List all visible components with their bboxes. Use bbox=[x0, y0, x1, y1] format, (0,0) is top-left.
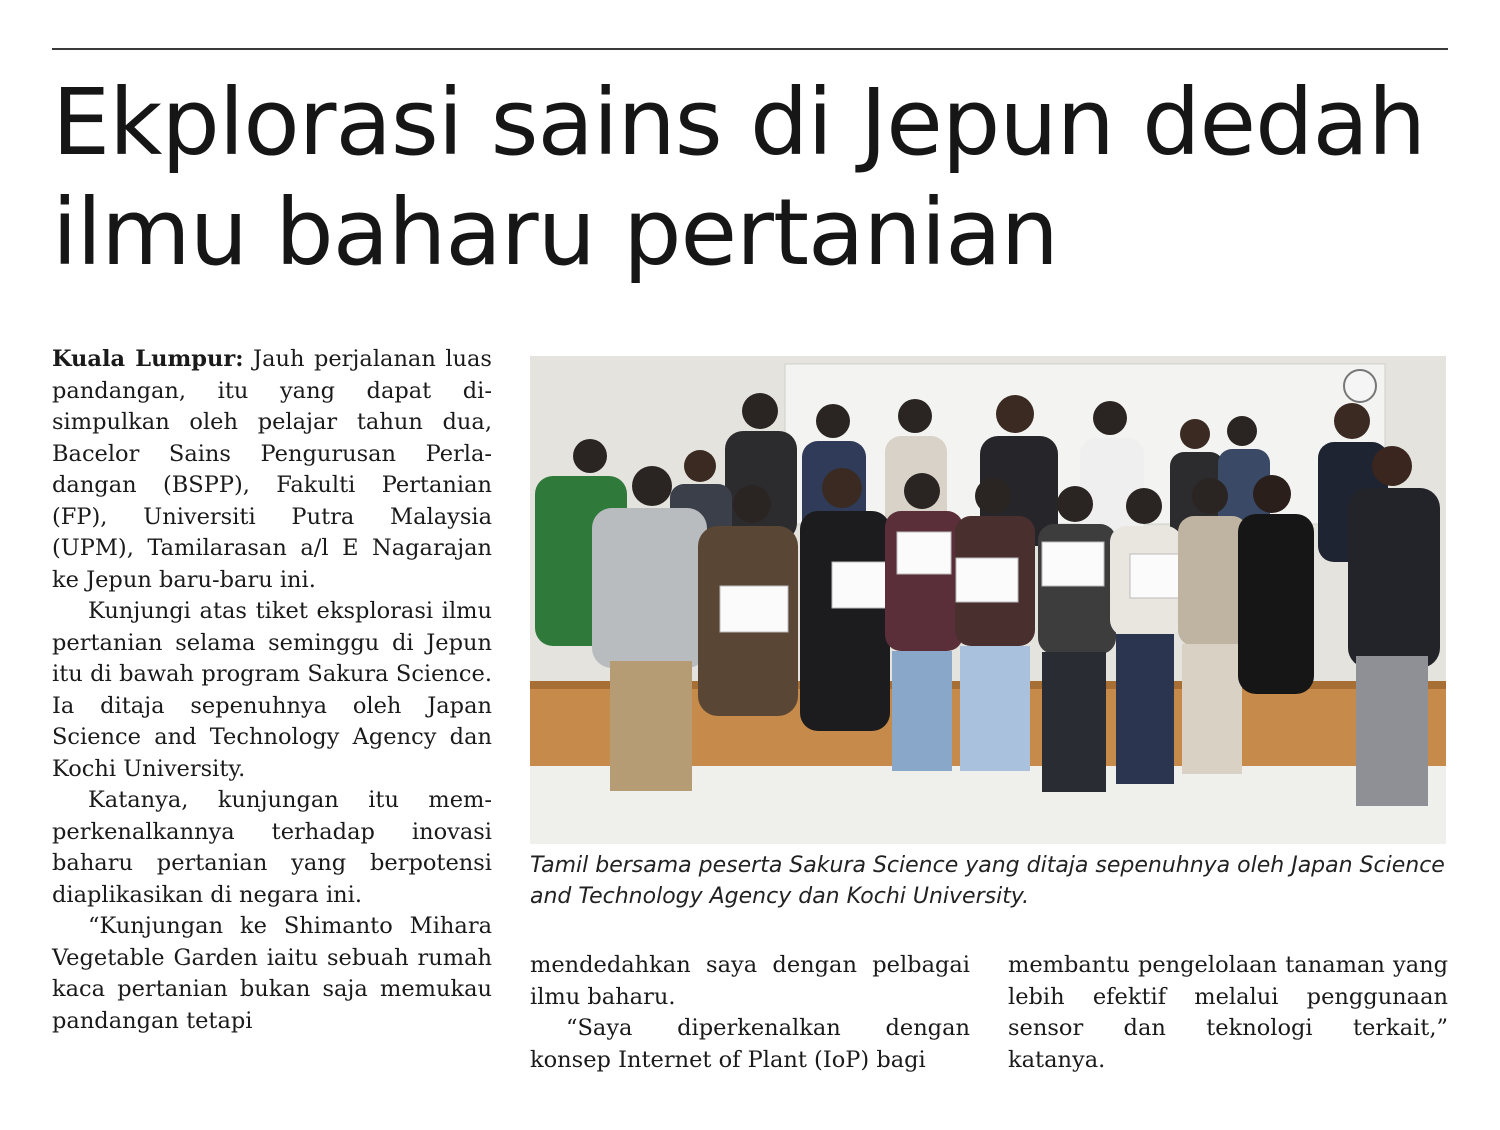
dateline: Kuala Lumpur: bbox=[52, 346, 244, 372]
group-photo-illustration bbox=[530, 356, 1446, 844]
paragraph-7: membantu pengelolaan tanaman yang lebih efektif melalui penggunaan sensor dan teknologi terkait,” katanya. bbox=[1008, 952, 1448, 1073]
top-rule bbox=[52, 48, 1448, 50]
paragraph-1-text: Jauh perjalanan luas pandangan, itu yang dapat disimpulkan oleh pelajar tahun dua, Bacelor Sains Pengurusan Perladangan (BSPP), Fakulti Pertanian (FP), Universiti Putra Malaysia (UPM), Tamilarasan a/l E Nagarajan ke Jepun baru-baru ini. bbox=[52, 346, 492, 593]
photo-caption: Tamil bersama peserta Sakura Science yang ditaja sepenuhnya oleh Japan Science and Technology Agency dan Kochi University. bbox=[530, 853, 1445, 909]
article-column-3 bbox=[1008, 950, 1448, 1076]
paragraph-3: Katanya, kunjungan itu memperkenalkannya terhadap inovasi baharu pertanian yang berpotensi diaplikasikan di negara ini. bbox=[52, 787, 492, 908]
paragraph-4: “Kunjungan ke Shimanto Mihara Vegetable Garden iaitu sebuah rumah kaca pertanian bukan saja memukau pandangan tetapi bbox=[52, 913, 492, 1034]
paragraph-2: Kunjungi atas tiket eksplorasi ilmu pertanian selama seminggu di Jepun itu di bawah program Sakura Science. Ia ditaja sepenuhnya oleh Japan Science and Technology Agency dan Kochi University. bbox=[52, 598, 492, 782]
headline: Ekplorasi sains di Jepun dedah ilmu baharu pertanian bbox=[52, 69, 1426, 286]
paragraph-5: mendedahkan saya dengan pelbagai ilmu baharu. bbox=[530, 952, 970, 1010]
paragraph-1 bbox=[52, 344, 492, 596]
group-photo bbox=[530, 356, 1446, 844]
article-column-1 bbox=[52, 344, 492, 1037]
paragraph-6: “Saya diperkenalkan dengan konsep Internet of Plant (IoP) bagi bbox=[530, 1015, 970, 1073]
clock-icon bbox=[1344, 370, 1376, 402]
article-column-2 bbox=[530, 950, 970, 1076]
